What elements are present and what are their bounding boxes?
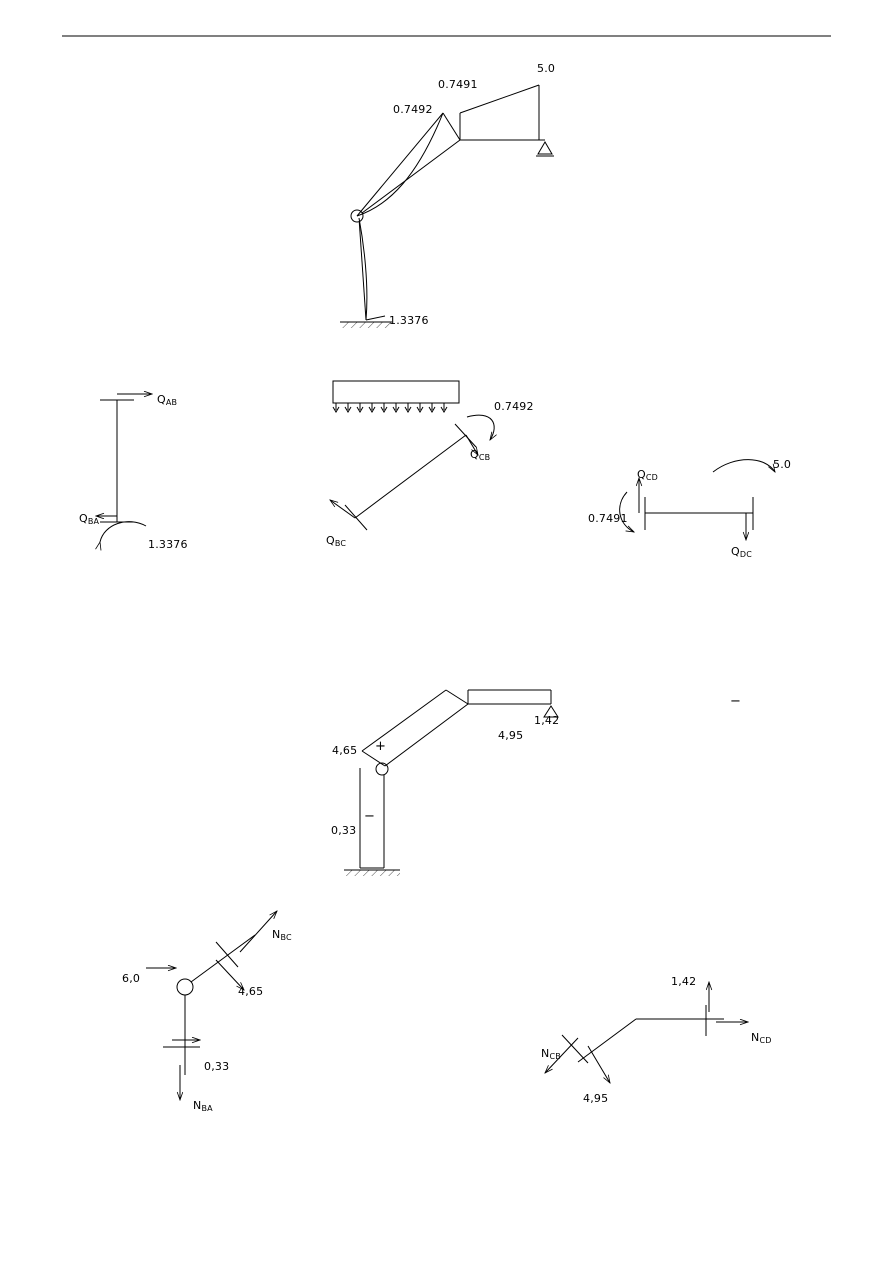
label-axial-cd: 1,42: [534, 714, 560, 727]
label-q-ab: $Q_{AB}$: [157, 393, 178, 407]
label-moment-bc: 0.7492: [393, 103, 433, 116]
label-moment-cd-right: 5.0: [537, 62, 556, 75]
fig-joint-c: [545, 982, 748, 1083]
label-n-bc: $N_{BC}$: [272, 928, 292, 942]
label-q-dc: $Q_{DC}$: [731, 545, 753, 559]
label-q-cb: $Q_{CB}$: [470, 448, 491, 462]
label-q-cd: $Q_{CD}$: [637, 468, 659, 482]
label-axial-ba: 0,33: [331, 824, 357, 837]
label-moment-d: 5.0: [773, 458, 792, 471]
label-q-bc: $Q_{BC}$: [326, 534, 347, 548]
sign-plus-bc: +: [375, 739, 386, 754]
fig-moment-structure: [340, 85, 554, 328]
label-moment-ab: 1.3376: [389, 314, 429, 327]
label-n-ba: $N_{BA}$: [193, 1099, 213, 1113]
label-shear-033: 0,33: [204, 1060, 230, 1073]
label-shear-465: 4,65: [238, 985, 264, 998]
label-q-ba: $Q_{BA}$: [79, 512, 100, 526]
sign-minus-cd: −: [730, 694, 741, 709]
sign-minus-column: −: [364, 809, 375, 824]
label-moment-cd-fb: 0.7491: [588, 512, 628, 525]
label-moment-cb-fb: 0.7492: [494, 400, 534, 413]
label-moment-ab-fb: 1.3376: [148, 538, 188, 551]
fig-fb-ab: [96, 394, 152, 542]
label-axial-bc: 4,65: [332, 744, 358, 757]
label-n-cd: $N_{CD}$: [751, 1031, 772, 1045]
label-load-6-0: 6,0: [122, 972, 141, 985]
label-axial-cb: 4,95: [498, 729, 524, 742]
fig-axial-structure: [344, 690, 558, 876]
label-n-cb: $N_{CB}$: [541, 1047, 561, 1061]
label-shear-495: 4,95: [583, 1092, 609, 1105]
label-shear-142: 1,42: [671, 975, 697, 988]
label-moment-cd-left: 0.7491: [438, 78, 478, 91]
